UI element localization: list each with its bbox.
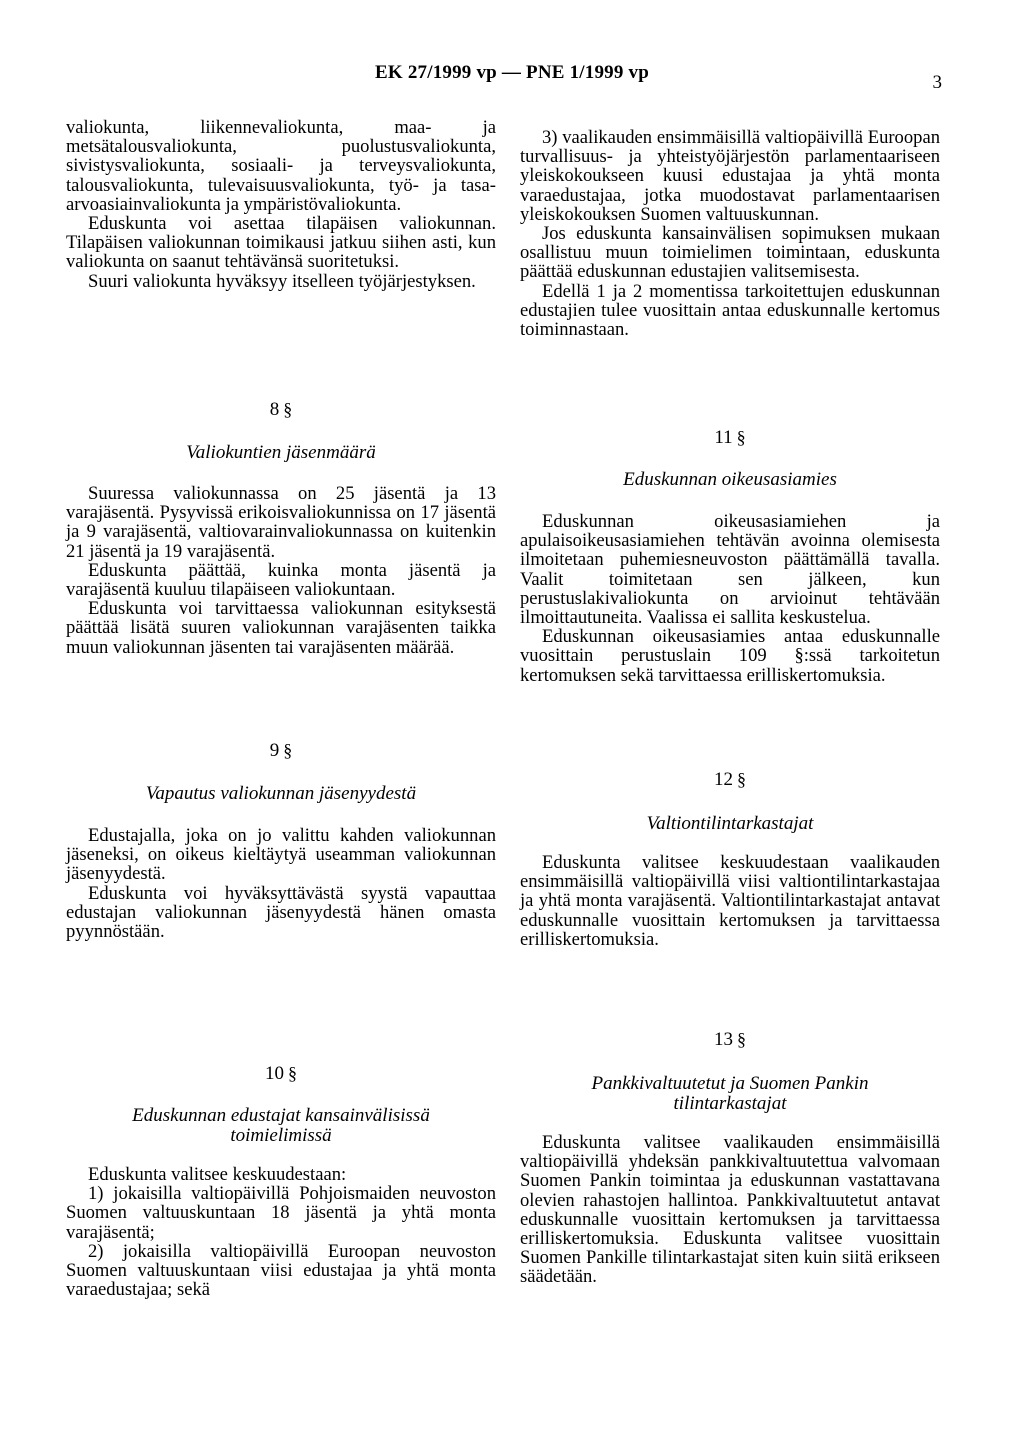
paragraph: Eduskunnan oikeusasiamies antaa eduskunnalle vuosittain perustuslain 109 §:ssä tarkoitetun kertomuksen sekä tarvittaessa erilliskertomuksia. — [520, 626, 940, 686]
continued-text — [520, 128, 940, 339]
running-header: EK 27/1999 vp — PNE 1/1999 vp — [375, 62, 649, 83]
section-body — [66, 484, 496, 657]
section-title: Eduskunnan oikeusasiamies — [623, 469, 837, 490]
paragraph: Eduskunta valitsee keskuudestaan: — [88, 1164, 347, 1185]
section-heading — [66, 741, 496, 760]
paragraph: Jos eduskunta kansainvälisen sopimuksen mukaan osallistuu muun toimielimen toimintaan, eduskunta päättää eduskunnan edustajien valitsemisesta. — [520, 223, 940, 283]
section-heading — [520, 770, 940, 789]
section-number: 12 — [714, 769, 733, 790]
paragraph: Eduskunta valitsee vaalikauden ensimmäisillä valtiopäivillä yhdeksän pankkivaltuutettua valvomaan Suomen Pankin toimintaa ja eduskunnan vastattavana olevien rahastojen hallintoa. Pankkivaltuutetut antavat eduskunnalle vuosittain kertomuksen ja tarvittaessa erilliskertomuksia. Eduskunta valitsee vuosittain Suomen Pankille tilintarkastajat siten kuin siitä erikseen säädetään. — [520, 1132, 940, 1288]
paragraph: Suuri valiokunta hyväksyy itselleen työjärjestyksen. — [88, 270, 476, 292]
section-number: 9 — [269, 740, 280, 761]
section-body — [520, 1133, 940, 1287]
paragraph: Eduskunnan oikeusasiamiehen ja apulaisoikeusasiamiehen tehtävän avoinna olemisesta ilmoitetaan puhemiesneuvoston päättämällä tavalla. Vaalit toimitetaan sen jälkeen, kun perustuslakivaliokunta on arvioinut tehtävään ilmoittautuneita. Vaalissa ei sallita keskustelua. — [520, 511, 940, 629]
section-number: 10 — [265, 1063, 284, 1084]
section-title: Vapautus valiokunnan jäsenyydestä — [145, 783, 417, 804]
paragraph: 3) vaalikauden ensimmäisillä valtiopäivillä Euroopan turvallisuus- ja yhteistyöjärjestön parlamentaariseen yleiskokoukseen kuusi edustajaa ja yhtä monta varaedustajaa, jotka muodostavat parlamentaarisen yleiskokouksen Suomen valtuuskunnan. — [520, 127, 940, 225]
page-number: 3 — [932, 72, 942, 93]
paragraph: Eduskunta valitsee keskuudestaan vaalikauden ensimmäisillä valtiopäivillä viisi valtiontilintarkastajaa ja yhtä monta varajäsentä. Valtiontilintarkastajat antavat eduskunnalle vuosittain kertomuksen ja tarvittaessa erilliskertomuksia. — [520, 852, 940, 950]
section-sign: § — [283, 399, 293, 419]
section-title: Eduskunnan edustajat kansainvälisissä toimielimissä — [132, 1105, 430, 1146]
section-number: 8 — [269, 399, 280, 420]
paragraph: Suuressa valiokunnassa on 25 jäsentä ja 13 varajäsentä. Pysyvissä erikoisvaliokunnissa on 17 jäsentä ja 9 varajäsentä, valtiovarainvaliokunnassa on kuitenkin 21 jäsentä ja 19 varajäsentä. — [66, 483, 496, 562]
paragraph: 1) jokaisilla valtiopäivillä Pohjoismaiden neuvoston Suomen valtuuskuntaan 18 jäsentä ja yhtä monta varajäsentä; — [66, 1183, 496, 1243]
section-sign: § — [737, 1029, 746, 1049]
section-body — [520, 512, 940, 685]
section-title: Valiokuntien jäsenmäärä — [186, 442, 376, 463]
section-sign: § — [737, 769, 746, 789]
paragraph: Eduskunta päättää, kuinka monta jäsentä ja varajäsentä kuuluu tilapäiseen valiokuntaan. — [66, 559, 496, 601]
section-heading — [66, 1064, 496, 1083]
section-title: Valtiontilintarkastajat — [646, 813, 814, 834]
paragraph: Edustajalla, joka on jo valittu kahden valiokunnan jäseneksi, on oikeus kieltäytyä useamman valiokunnan jäsenyydestä. — [66, 825, 496, 885]
paragraph: valiokunta, liikennevaliokunta, maa- ja metsätalousvaliokunta, puolustusvaliokunta, sivistysvaliokunta, sosiaali- ja terveysvaliokunta, talousvaliokunta, tulevaisuusvaliokunta, työ- ja tasa-arvoasiainvaliokunta ja ympäristövaliokunta. — [66, 117, 496, 215]
section-number: 13 — [714, 1029, 733, 1050]
section-body — [66, 826, 496, 941]
continued-text — [66, 118, 496, 291]
section-title: Pankkivaltuutetut ja Suomen Pankin tilintarkastajat — [591, 1073, 869, 1114]
section-heading — [520, 1030, 940, 1049]
section-sign: § — [288, 1063, 297, 1083]
paragraph: Eduskunta voi asettaa tilapäisen valiokunnan. Tilapäisen valiokunnan toimikausi jatkuu siihen asti, kun valiokunta on saanut tehtävänsä suoritetuksi. — [66, 213, 496, 273]
paragraph: Eduskunta voi hyväksyttävästä syystä vapauttaa edustajan valiokunnan jäsenyydestä hänen omasta pyynnöstään. — [66, 882, 496, 943]
paragraph: 2) jokaisilla valtiopäivillä Euroopan neuvoston Suomen valtuuskuntaan viisi edustajaa ja yhtä monta varaedustajaa; sekä — [66, 1240, 496, 1301]
section-body — [66, 1165, 496, 1299]
section-sign: § — [283, 740, 293, 760]
section-heading — [520, 428, 940, 447]
section-number: 11 — [714, 427, 733, 448]
paragraph: Eduskunta voi tarvittaessa valiokunnan esityksestä päättää lisätä suuren valiokunnan varajäsenten taikka muun valiokunnan jäsenten tai varajäsenten määrää. — [66, 598, 496, 658]
paragraph: Edellä 1 ja 2 momentissa tarkoitettujen eduskunnan edustajien tulee vuosittain antaa eduskunnalle kertomus toiminnastaan. — [520, 280, 940, 341]
section-sign: § — [736, 427, 746, 447]
section-body — [520, 853, 940, 949]
section-heading — [66, 400, 496, 419]
